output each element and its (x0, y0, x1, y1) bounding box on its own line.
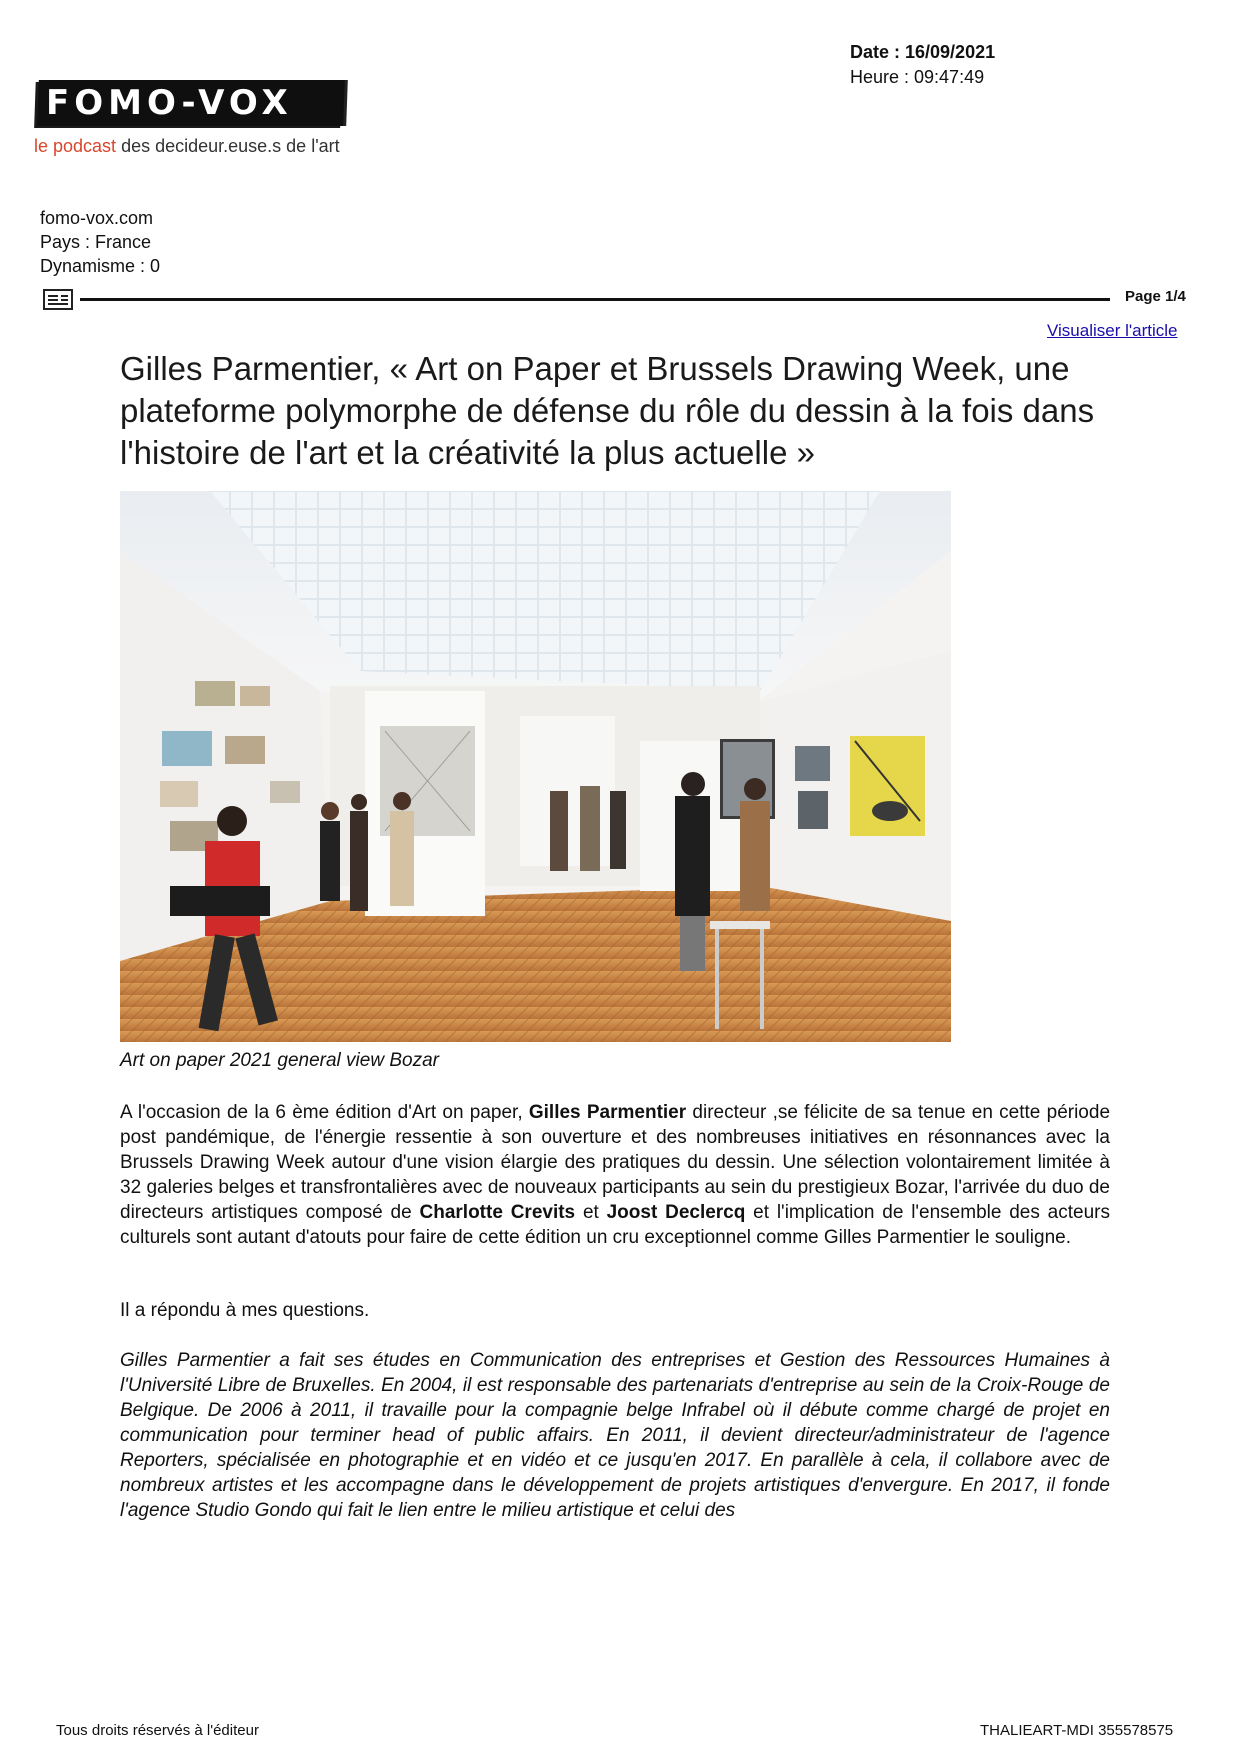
article-icon (43, 289, 73, 310)
header-rule (80, 298, 1110, 301)
source-country: Pays : France (40, 232, 152, 252)
intro-text-4: et l'implication de l'ensemble des acteurs culturels sont autant d'atouts pour faire de cette édition un cru exceptionnel comme Gilles Parmentier le souligne. (120, 1202, 1110, 1248)
intro-text-3: et (575, 1202, 607, 1223)
logo-wordmark: FOMO-VOX (46, 83, 293, 123)
view-article-link[interactable]: Visualiser l'article (1047, 321, 1178, 340)
logo-tagline (34, 135, 340, 157)
date-line: Date : 16/09/2021 (850, 42, 996, 62)
article-photo (120, 491, 951, 1042)
date-time-block (850, 40, 995, 90)
intro-name-gilles: Gilles Parmentier (528, 1102, 687, 1123)
answered-paragraph: Il a répondu à mes questions. (120, 1300, 370, 1321)
time-line: Heure : 09:47:49 (850, 67, 985, 87)
source-dynamism: Dynamisme : 0 (40, 256, 161, 276)
intro-paragraph (120, 1100, 1110, 1250)
logo-tagline-text: des decideur.euse.s de l'art (116, 136, 340, 156)
photo-caption: Art on paper 2021 general view Bozar (120, 1050, 439, 1071)
article-title: Gilles Parmentier, « Art on Paper et Brussels Drawing Week, une plateforme polymorphe de défense du rôle du dessin à la fois dans l'histoire de l'art et la créativité la plus actuelle » (120, 350, 1095, 471)
source-site: fomo-vox.com (40, 208, 154, 228)
intro-text-2: directeur ,se félicite de sa tenue en cette période post pandémique, de l'énergie ressentie à son ouverture et des nombreuses initiatives en résonnances avec la Brussels Drawing Week autour d'une vision élargie des pratiques du dessin. Une sélection volontairement limitée à 32 galeries belges et transfrontalières avec de nouveaux participants au sein du prestigieux Bozar, l'arrivée du duo de directeurs artistiques composé de (120, 1102, 1111, 1223)
intro-name-joost: Joost Declercq (606, 1202, 746, 1223)
bio-paragraph: Gilles Parmentier a fait ses études en Communication des entreprises et Gestion des Ressources Humaines à l'Université Libre de Bruxelles. En 2004, il est responsable des partenariats d'entreprise au sein de la Croix-Rouge de Belgique. De 2006 à 2011, il travaille pour la compagnie belge Infrabel où il débute comme chargé de projet en communication pour terminer head of public affairs. En 2011, il devient directeur/administrateur de l'agence Reporters, spécialisée en photographie et en vidéo et ce jusqu'en 2017. En parallèle à cela, il collabore avec de nombreux artistes et les accompagne dans le développement de projets artistiques d'envergure. En 2017, il fonde l'agence Studio Gondo qui fait le lien entre le milieu artistique et celui des (120, 1350, 1110, 1521)
footer-reference: THALIEART-MDI 355578575 (980, 1722, 1174, 1739)
intro-text-1: A l'occasion de la 6 ème édition d'Art on paper, (120, 1102, 529, 1123)
fomo-vox-logo (34, 80, 354, 160)
logo-tagline-highlight: le podcast (34, 136, 117, 156)
intro-name-charlotte: Charlotte Crevits (419, 1202, 576, 1223)
source-info (40, 206, 160, 278)
page-number: Page 1/4 (1125, 288, 1186, 305)
footer-rights: Tous droits réservés à l'éditeur (56, 1722, 259, 1739)
